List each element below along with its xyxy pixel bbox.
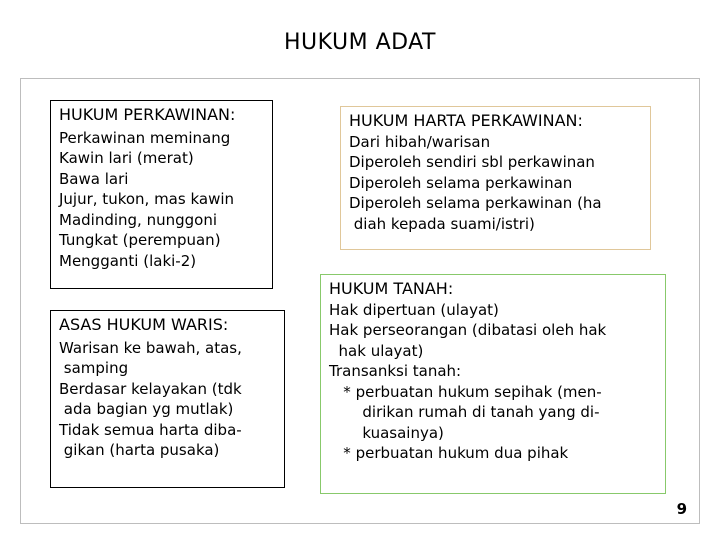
list-item: Madinding, nunggoni [59,210,217,229]
hukum-perkawinan-heading: HUKUM PERKAWINAN: [59,105,236,124]
list-item: Perkawinan meminang [59,128,231,147]
list-item: Hak perseorangan (dibatasi oleh hak [329,321,607,339]
list-item: Transanksi tanah: [329,362,462,380]
list-item: * perbuatan hukum dua pihak [329,444,569,462]
list-item: Berdasar kelayakan (tdk [59,379,242,398]
list-item: ada bagian yg mutlak) [59,400,234,418]
hukum-tanah-heading: HUKUM TANAH: [329,279,454,298]
list-item: * perbuatan hukum sepihak (men- [329,382,602,401]
list-item: Diperoleh selama perkawinan (ha [349,194,602,212]
list-item: kuasainya) [329,423,444,442]
list-item: Tungkat (perempuan) [59,231,221,249]
list-item: Tidak semua harta diba- [59,420,242,439]
hukum-tanah-box [320,274,666,494]
page-title: HUKUM ADAT [284,30,436,55]
list-item: samping [59,359,129,377]
page-number: 9 [676,500,687,518]
list-item: Warisan ke bawah, atas, [59,338,242,357]
list-item: Jujur, tukon, mas kawin [59,190,235,208]
list-item: gikan (harta pusaka) [59,441,220,459]
list-item: diah kepada suami/istri) [349,214,535,233]
list-item: Diperoleh selama perkawinan [349,173,573,192]
list-item: Diperoleh sendiri sbl perkawinan [349,153,595,171]
hukum-perkawinan-box [50,100,273,289]
list-item: Mengganti (laki-2) [59,251,197,270]
hukum-harta-perkawinan-box [340,106,651,250]
asas-hukum-waris-box [50,310,285,488]
list-item: Bawa lari [59,169,129,188]
list-item: Hak dipertuan (ulayat) [329,300,499,319]
list-item: Kawin lari (merat) [59,149,194,167]
asas-hukum-waris-heading: ASAS HUKUM WARIS: [59,315,229,334]
list-item: dirikan rumah di tanah yang di- [329,403,600,421]
hukum-harta-heading: HUKUM HARTA PERKAWINAN: [349,111,583,130]
list-item: hak ulayat) [329,341,424,360]
list-item: Dari hibah/warisan [349,132,491,151]
